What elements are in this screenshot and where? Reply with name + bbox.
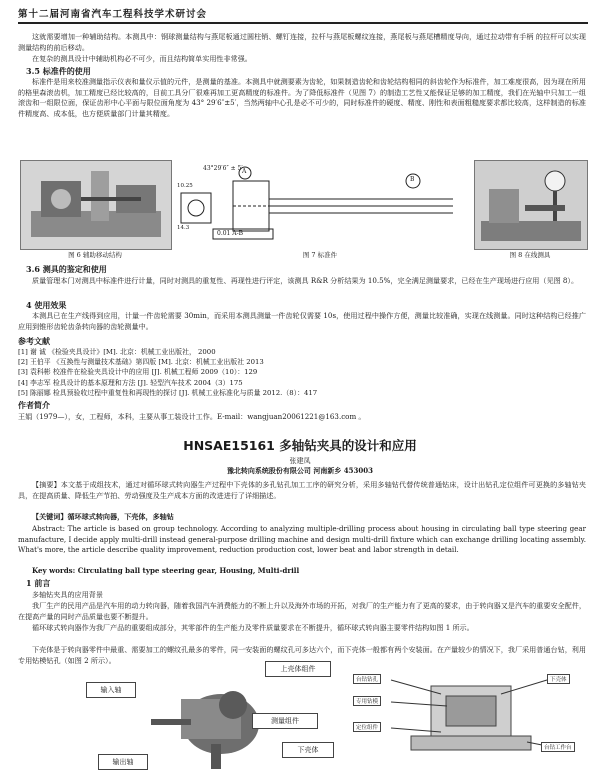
author-bio: 王娟（1979—），女，工程师，本科，主要从事工装设计工作。E-mail：wangjuan20061221@163.com 。 <box>18 412 366 421</box>
figure-2-image <box>350 665 588 771</box>
label-measure-assembly: 测量组件 <box>252 713 318 729</box>
fig7-angle-label: 43°29′6″ ± 5′ <box>203 165 243 172</box>
paper-2-section-1-sub: 多轴钻夹具的应用背景 <box>32 590 103 599</box>
label-top-housing: 上壳体组件 <box>265 661 331 677</box>
paper-2-para-2: 循环球式转向器作为我厂产品的重要组成部分，其零部件的生产能力及零件质量要求在不断提升，循环球式转向器主要零件结构如图 1 所示。 <box>32 623 474 632</box>
reference-item: [5] 陈丽娜 检具预验收过程中重复性和再现性的探讨 [J]. 机械工业标准化与质量 2012.（8）：417 <box>18 388 318 397</box>
fig7-tolerance-label: 0.01 A-B <box>217 230 244 237</box>
keywords-english: Key words: Circulating ball type steering gear, Housing, Multi-drill <box>32 566 300 575</box>
fig2-label-lower-housing: 下壳体 <box>547 674 570 684</box>
fixture-photo-6 <box>21 161 171 249</box>
paper-2-affiliation: 豫北转向系统股份有限公司 河南新乡 453003 <box>226 466 374 475</box>
paper-2-para-1: 我厂生产的民用产品是汽车用的动力转向器，随着我国汽车消费能力的不断上升以及海外市场的开拓，对我厂的生产能力有了更高的要求，由于转向器又是汽车的重要安全配件，在提高产量的同时产品质量也要不断提升。 <box>18 601 586 621</box>
figure-6-caption: 图 6 辅助移动结构 <box>68 251 122 259</box>
label-input-shaft: 输入轴 <box>86 682 136 698</box>
section-4-heading: 4 使用效果 <box>26 300 67 310</box>
fig7-dim-2: 14.3 <box>177 225 190 231</box>
label-output-shaft: 输出轴 <box>98 754 148 770</box>
intro-paragraph-2: 在复杂的测具设计中辅助机构必不可少，而且结构简单实用性非常强。 <box>32 54 252 63</box>
section-4-paragraph: 本测具已在生产线得到应用，计量一件齿轮需要 30min，而采用本测具测量一件齿轮仅需要 10s，使用过程中操作方便，测量比较准确，实现在线测量。同时这种结构已经推广应用到锥形齿轮齿条转向器的齿轮测量中。 <box>18 311 586 331</box>
figure-8-image <box>474 160 588 250</box>
section-3-5-paragraph: 标准件是用来校准测量指示仪表和量仪示值的元件，是测量的基准。本测具中就测要素为齿轮，如果制造齿轮和齿轮结构相同的斜齿轮作为标准件，加工难度很高，因为现在所用的格里森滚齿机，加工精度已经比较高的，目前工具分厂很难再加工更高精度的标准件。为了降低标准件（见图 7）的制造工艺性又能保证足够的加工精度，我们在光轴中只加工一组滚齿和一组限位面，保证齿形中心平面与限位面角度为 43° 29′6″±5′，当然两轴中心孔是必不可少的，同时标准件的硬度、精度、刚性和表面粗糙度要求都比较高，这样制造的标准件精度高、成本低，也方便质量部门计量其精度。 <box>18 77 586 118</box>
reference-list <box>18 347 586 398</box>
intro-paragraph: 这就需要增加一种辅助结构。本测具中：钢球测量结构与燕尾板通过圆柱销、螺钉连接，拉杆与燕尾板螺纹连接，燕尾板与燕尾槽精度导向，通过拉动带有手柄 的拉杆可以实现测量结构的前后移动。 <box>18 32 586 52</box>
paper-2-section-1-heading: 1 前言 <box>26 578 51 588</box>
reference-item: [2] 王伯平 《互换性与测量技术基础》第四版 [M]. 北京：机械工业出版社 2013 <box>18 358 264 367</box>
fig2-label-locating-assembly: 定位组件 <box>353 722 381 732</box>
running-header: 第十二届河南省汽车工程科技学术研讨会 <box>18 6 588 24</box>
fig2-label-worktable: 台钻工作台 <box>541 742 575 752</box>
author-heading: 作者简介 <box>18 400 50 410</box>
section-3-6-heading: 3.6 测具的鉴定和使用 <box>26 264 107 274</box>
figure-8-caption: 图 8 在线测具 <box>509 251 551 259</box>
fig7-label-a: A <box>242 168 247 175</box>
figure-6-image <box>20 160 172 250</box>
fig2-label-special-jig: 专用钻模 <box>353 696 381 706</box>
abstract-english: Abstract: The article is based on group technology. According to analyzing multiple-drilling process about housing in circulating ball type steering gear manufacture, I decide apply multi-drill instead general-purpose drilling machine and design multi-drill fixture which can exchange drilling locating assembly. What's more, the article describe quality improvement, reduction production cost, lower beat and labor strength in detail. <box>18 524 586 554</box>
figure-7-caption: 图 7 标准件 <box>302 251 338 259</box>
abstract-chinese: 【摘要】本文基于成组技术，通过对循环球式转向器生产过程中下壳体的多孔钻孔加工工序的研究分析，采用多轴钻代替传统普通钻床，设计出钻孔定位组件可更换的多轴钻夹具，在提高质量、降低生产节拍、劳动强度及生产成本方面的改进进行了详细描述。 <box>18 480 586 500</box>
reference-item: [3] 袁科彬 校准件在检验夹具设计中的应用 [J]. 机械工程师 2009（10）：129 <box>18 368 258 377</box>
figure-7-drawing <box>172 160 474 250</box>
section-3-6-paragraph: 质量管理本门对测具中标准件进行计量，同时对测具的重复性、再现性进行评定，该测具 R&R 分析结果为 10.5%，完全满足测量要求，已经在生产现场进行应用（见图 8）。 <box>32 276 579 285</box>
paper-2-title: HNSAE15161 多轴钻夹具的设计和应用 <box>183 438 417 453</box>
section-3-5-heading: 3.5 标准件的使用 <box>26 66 91 76</box>
references-heading: 参考文献 <box>18 336 50 346</box>
label-lower-housing: 下壳体 <box>282 742 334 758</box>
fig7-label-b: B <box>410 176 415 183</box>
fig2-label-bench-drill: 台钻钻孔 <box>353 674 381 684</box>
reference-item: [4] 李志军 检具设计的基本原理和方法 [J]. 轻型汽车技术 2004（3）175 <box>18 378 243 387</box>
keywords-chinese: 【关键词】循环球式转向器，下壳体，多轴钻 <box>32 512 174 521</box>
paper-2-para-3: 下壳体是于转向器零件中最重、需要加工的螺纹孔最多的零件，同一安装面的螺纹孔可多达六个，而下壳体一般都有两个安装面。在产量较少的情况下，我厂采用普通台钻，利用专用钻模钻孔（如图 2 所示）。 <box>18 645 586 665</box>
paper-2-author: 张建凤 <box>289 457 311 465</box>
reference-item: [1] 谢 诚 《检验夹具设计》[M]. 北京：机械工业出版社， 2000 <box>18 348 216 356</box>
fig7-dim-1: 10.25 <box>177 183 193 189</box>
online-gauge-photo <box>475 161 587 249</box>
